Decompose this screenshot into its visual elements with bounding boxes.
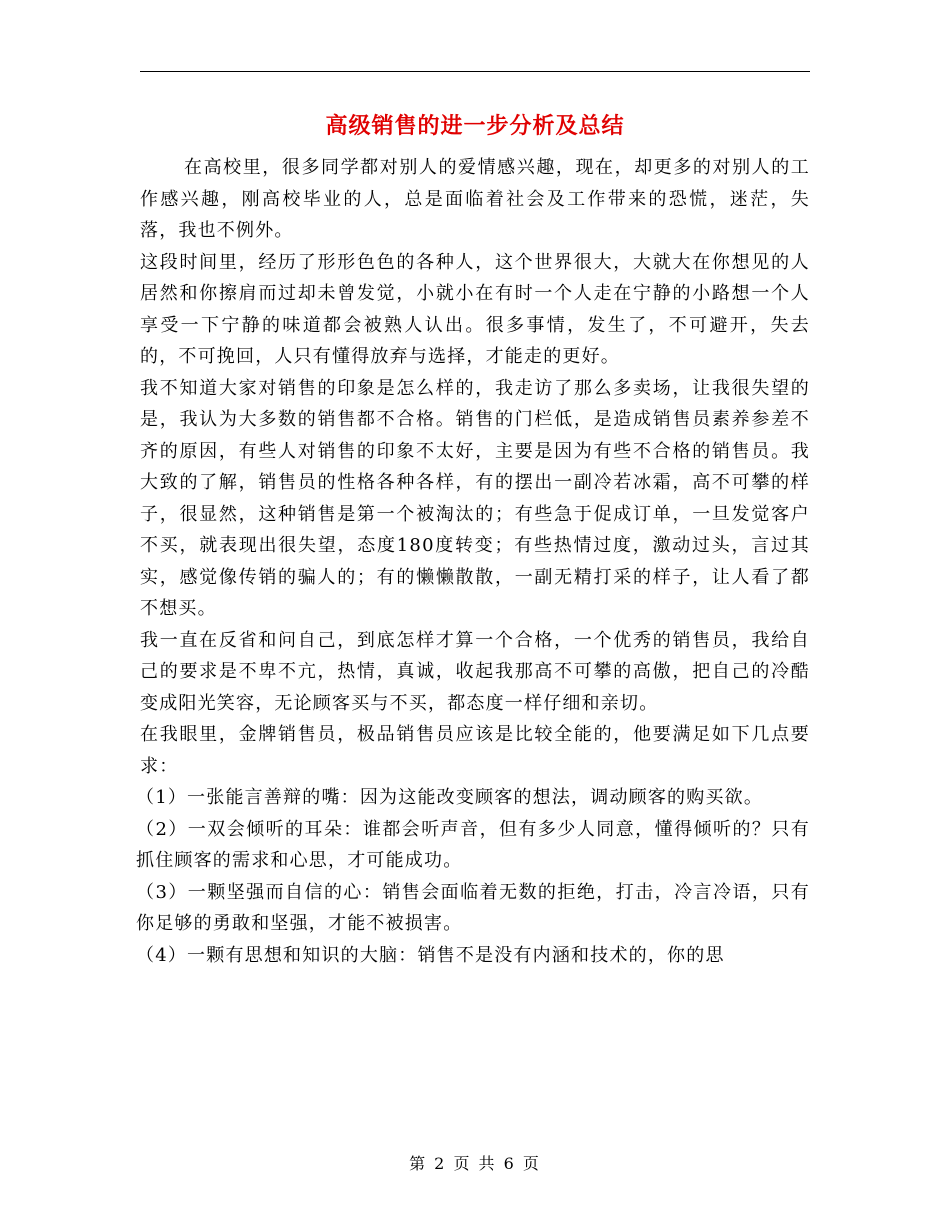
paragraph-intro: 在高校里，很多同学都对别人的爱情感兴趣，现在，却更多的对别人的工作感兴趣，刚高校毕业的人，总是面临着社会及工作带来的恐慌，迷茫，失落，我也不例外。 [140,157,810,241]
list-item-ears: （2）一双会倾听的耳朵：谁都会听声音，但有多少人同意，懂得倾听的？只有抓住顾客的需求和心思，才可能成功。 [136,818,810,871]
paragraph-requirements-intro: 在我眼里，金牌销售员，极品销售员应该是比较全能的，他要满足如下几点要求： [140,724,810,777]
list-item-brain: （4）一颗有思想和知识的大脑：销售不是没有内涵和技术的，你的思 [136,944,725,966]
paragraph-self-reflection: 我一直在反省和问自己，到底怎样才算一个合格，一个优秀的销售员，我给自己的要求是不卑不亢，热情，真诚，收起我那高不可攀的高傲，把自己的冷酷变成阳光笑容，无论顾客买与不买，都态度一样仔细和亲切。 [140,629,810,714]
paragraph-sales-impression: 我不知道大家对销售的印象是怎么样的，我走访了那么多卖场，让我很失望的是，我认为大多数的销售都不合格。销售的门栏低，是造成销售员素养参差不齐的原因，有些人对销售的印象不太好，主要是因为有些不合格的销售员。我大致的了解，销售员的性格各种各样，有的摆出一副冷若冰霜，高不可攀的样子，很显然，这种销售是第一个被淘汰的；有些急于促成订单，一旦发觉客户不买，就表现出很失望，态度180度转变；有些热情过度，激动过头，言过其实，感觉像传销的骗人的；有的懒懒散散，一副无精打采的样子，让人看了都不想买。 [140,377,810,619]
page-number-footer: 第 2 页 共 6 页 [409,1154,541,1173]
document-body [136,152,810,971]
document-title: 高级销售的进一步分析及总结 [325,113,625,139]
header-rule [140,71,810,72]
list-item-mouth: （1）一张能言善辩的嘴：因为这能改变顾客的想法，调动顾客的购买欲。 [136,787,764,808]
list-item-heart: （3）一颗坚强而自信的心：销售会面临着无数的拒绝，打击，冷言冷语，只有你足够的勇敢和坚强，才能不被损害。 [136,881,810,934]
paragraph-experience: 这段时间里，经历了形形色色的各种人，这个世界很大，大就大在你想见的人居然和你擦肩而过却未曾发觉，小就小在有时一个人走在宁静的小路想一个人享受一下宁静的味道都会被熟人认出。很多事情，发生了，不可避开，失去的，不可挽回，人只有懂得放弃与选择，才能走的更好。 [140,251,810,367]
